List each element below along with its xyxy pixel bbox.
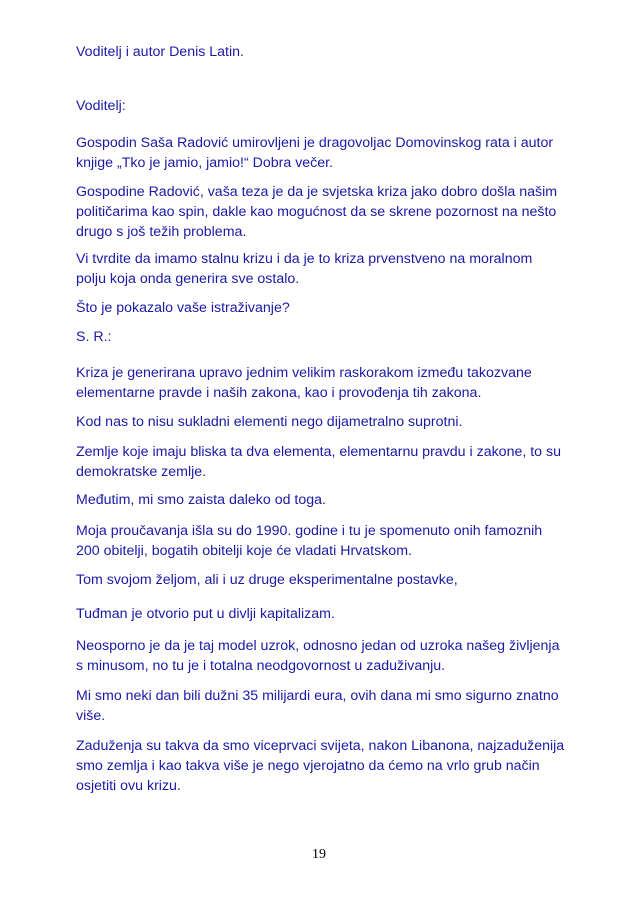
text-line: Vi tvrdite da imamo stalnu krizu i da je to kriza prvenstveno na moralnom bbox=[76, 251, 533, 267]
text-line: s minusom, no tu je i totalna neodgovornost u zaduživanju. bbox=[76, 658, 446, 674]
paragraph-democratic-countries bbox=[76, 442, 596, 482]
text-line: Voditelj i autor Denis Latin. bbox=[76, 44, 244, 60]
text-line: Zaduženja su takva da smo viceprvaci svijeta, nakon Libanona, najzaduženija bbox=[76, 738, 565, 754]
text-line: Kod nas to nisu sukladni elementi nego dijametralno suprotni. bbox=[76, 414, 463, 430]
paragraph-guest-introduction bbox=[76, 133, 596, 173]
text-line: Mi smo neki dan bili dužni 35 milijardi eura, ovih dana mi smo sigurno znatno bbox=[76, 688, 559, 704]
paragraph-research-question bbox=[76, 298, 596, 318]
paragraph-most-indebted bbox=[76, 736, 596, 796]
text-line: elementarne pravde i naših zakona, kao i provođenja tih zakona. bbox=[76, 385, 482, 401]
text-line: Kriza je generirana upravo jednim velikim raskorakom između takozvane bbox=[76, 365, 532, 381]
paragraph-far-from-it bbox=[76, 490, 596, 510]
text-line: Što je pokazalo vaše istraživanje? bbox=[76, 300, 290, 316]
paragraph-speaker-guest bbox=[76, 327, 596, 347]
text-line: više. bbox=[76, 708, 106, 724]
paragraph-35-billion bbox=[76, 686, 596, 726]
text-line: Moja proučavanja išla su do 1990. godine i tu je spomenuto onih famoznih bbox=[76, 523, 543, 539]
text-line: Zemlje koje imaju bliska ta dva elementa, elementarnu pravdu i zakone, to su bbox=[76, 444, 561, 460]
text-line: Gospodine Radović, vaša teza je da je svjetska kriza jako dobro došla našim bbox=[76, 184, 558, 200]
text-line: Neosporno je da je taj model uzrok, odnosno jedan od uzroka našeg življenja bbox=[76, 638, 560, 654]
paragraph-experimental-settings bbox=[76, 570, 596, 590]
paragraph-opposite-elements bbox=[76, 412, 596, 432]
text-line: političarima kao spin, dakle kao mogućnost da se skrene pozornost na nešto bbox=[76, 204, 557, 220]
text-line: smo zemlja i kao takva više je nego vjerojatno da ćemo na vrlo grub način bbox=[76, 758, 540, 774]
paragraph-speaker-host bbox=[76, 96, 596, 116]
paragraph-wild-capitalism bbox=[76, 604, 596, 624]
text-line: S. R.: bbox=[76, 329, 112, 345]
text-line: Međutim, mi smo zaista daleko od toga. bbox=[76, 492, 326, 508]
text-line: knjige „Tko je jamio, jamio!“ Dobra večer. bbox=[76, 155, 334, 171]
paragraph-200-families bbox=[76, 521, 596, 561]
text-line: Gospodin Saša Radović umirovljeni je dragovoljac Domovinskog rata i autor bbox=[76, 135, 554, 151]
paragraph-moral-crisis bbox=[76, 249, 596, 289]
text-line: osjetiti ovu krizu. bbox=[76, 778, 181, 794]
paragraph-debt-cause bbox=[76, 636, 596, 676]
page-number: 19 bbox=[312, 847, 326, 862]
text-line: Tuđman je otvorio put u divlji kapitalizam. bbox=[76, 606, 335, 622]
paragraph-question-crisis-spin bbox=[76, 182, 596, 242]
text-line: demokratske zemlje. bbox=[76, 464, 207, 480]
text-line: Tom svojom željom, ali i uz druge eksperimentalne postavke, bbox=[76, 572, 458, 588]
text-line: 200 obitelji, bogatih obitelji koje će vladati Hrvatskom. bbox=[76, 543, 412, 559]
paragraph-answer-gap bbox=[76, 363, 596, 403]
text-line: drugo s još težih problema. bbox=[76, 224, 247, 240]
text-line: Voditelj: bbox=[76, 98, 126, 114]
paragraph-host-intro bbox=[76, 42, 596, 62]
text-line: polju koja onda generira sve ostalo. bbox=[76, 271, 300, 287]
